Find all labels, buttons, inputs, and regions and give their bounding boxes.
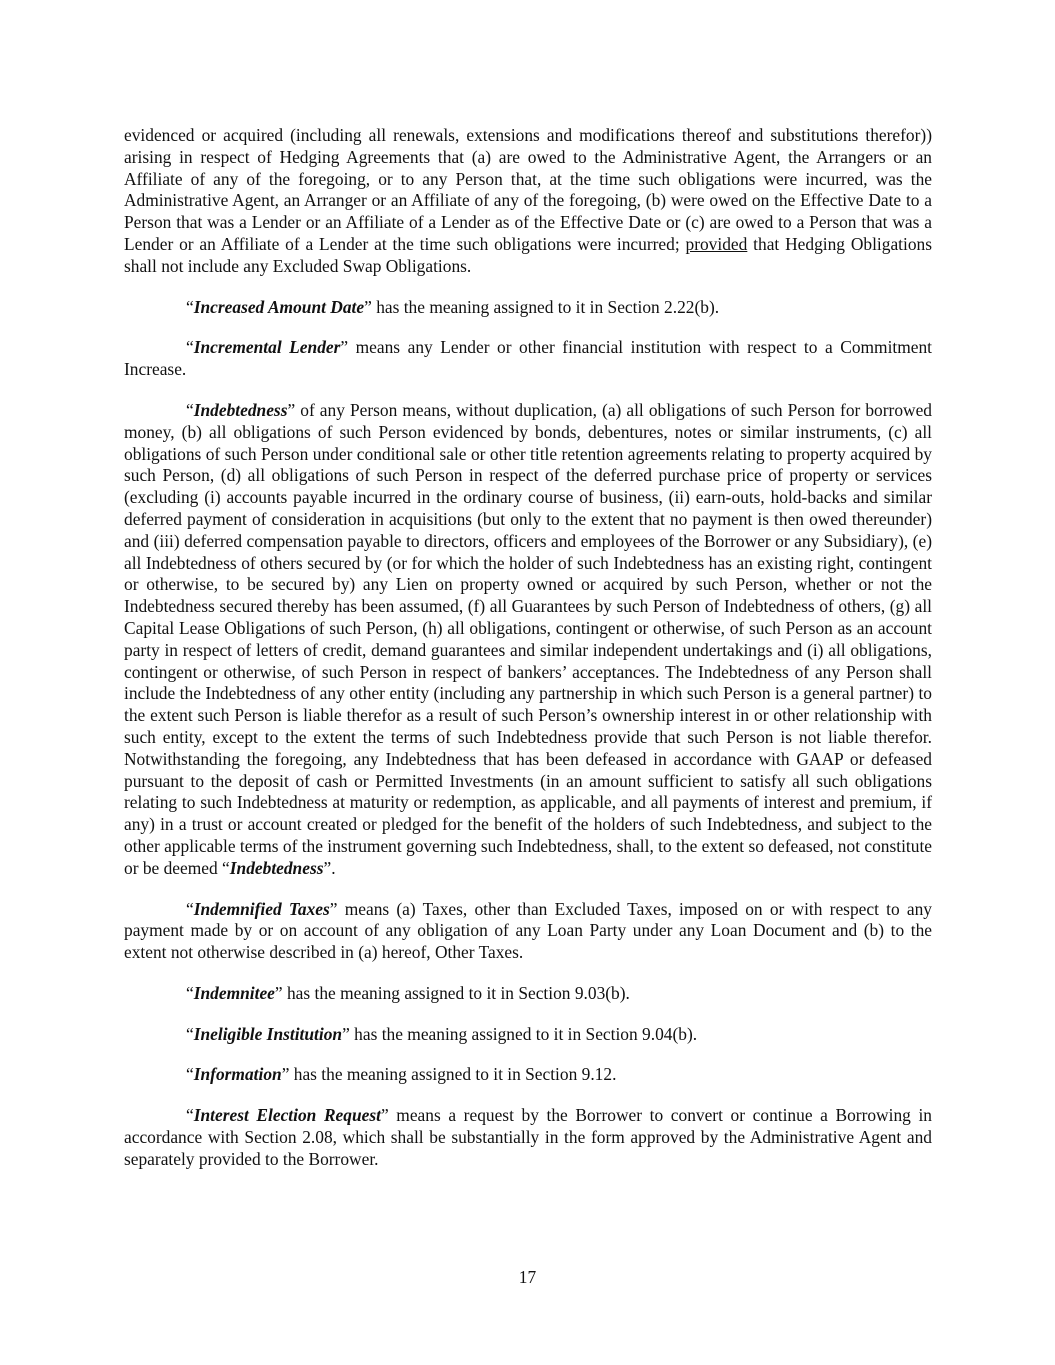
definition-text: means a request by the Borrower to convert or continue a Borrowing in accordance with Section 2.08, which shall be substantially in the form approved by the Administrative Agent and separately provided to the Borrower. <box>124 1105 932 1169</box>
definition-incremental-lender: “Incremental Lender” means any Lender or other financial institution with respect to a Commitment Increase. <box>124 337 933 380</box>
definition-text: has the meaning assigned to it in Section 9.12. <box>289 1064 617 1085</box>
hedging-text: evidenced or acquired (including all renewals, extensions and modifications thereof and substitutions therefor)) arising in respect of Hedging Agreements that (a) are owed to the Administrative Agent, the Arrangers or an Affiliate of any of the foregoing, or to any Person that, at the time such obligations were incurred, was the Administrative Agent, an Arranger or an Affiliate of any of the foregoing, (b) were owed on the Effective Date to a Person that was a Lender or an Affiliate of a Lender as of the Effective Date or (c) are owed to a Person that was a Lender or an Affiliate of a Lender at the time such obligations were incurred; <box>124 125 932 254</box>
definition-text: has the meaning assigned to it in Section 9.03(b). <box>282 982 630 1003</box>
defined-term-closing: Indebtedness <box>229 857 324 878</box>
provided-underlined: provided <box>685 233 748 254</box>
definition-text: of any Person means, without duplication, (a) all obligations of such Person for borrowed money, (b) all obligations of such Person evidenced by bonds, debentures, notes or similar instruments, (c) all obligations of such Person under conditional sale or other title retention agreements relating to property acquired by such Person, (d) all obligations of such Person in respect of the deferred purchase price of property or services (excluding (i) accounts payable incurred in the ordinary course of business, (ii) earn-outs, hold-backs and similar deferred payment of consideration in acquisitions (but only to the extent that no payment is then owed thereunder) and (iii) deferred compensation payable to directors, officers and employees of the Borrower or any Subsidiary), (e) all Indebtedness of others secured by (or for which the holder of such Indebtedness has an existing right, contingent or otherwise, to be secured by) any Lien on property owned or acquired by such Person, whether or not the Indebtedness secured thereby has been assumed, (f) all Guarantees by such Person of Indebtedness of others, (g) all Capital Lease Obligations of such Person, (h) all obligations, contingent or otherwise, of such Person as an account party in respect of letters of credit, demand guarantees and similar independent undertakings and (i) all obligations, contingent or otherwise, of such Person in respect of bankers’ acceptances. The Indebtedness of any Person shall include the Indebtedness of any other entity (including any partnership in which such Person is a general partner) to the extent such Person is liable therefor as a result of such Person’s ownership interest in or other relationship with such entity, except to the extent the terms of such Indebtedness provide that such Person is not liable therefor. Notwithstanding the foregoing, any Indebtedness that has been defeased in accordance with GAAP or defeased pursuant to the deposit of cash or Permitted Investments (in an amount sufficient to satisfy all such obligations relating to such Indebtedness at maturity or redemption, as applicable, and all payments of interest and premium, if any) in a trust or account created or pledged for the benefit of the holders of such Indebtedness, and subject to the other applicable terms of the instrument governing such Indebtedness, shall, to the extent so defeased, not constitute or be deemed <box>124 399 932 878</box>
definition-indemnitee: “Indemnitee” has the meaning assigned to it in Section 9.03(b). <box>186 982 630 1003</box>
definition-indemnified-taxes: “Indemnified Taxes” means (a) Taxes, other than Excluded Taxes, imposed on or with respect to any payment made by or on account of any obligation of any Loan Party under any Loan Document and (b) to the extent not otherwise described in (a) hereof, Other Taxes. <box>124 898 932 963</box>
definition-text: means (a) Taxes, other than Excluded Taxes, imposed on or with respect to any payment made by or on account of any obligation of any Loan Party under any Loan Document and (b) to the extent not otherwise described in (a) hereof, Other Taxes. <box>124 898 932 963</box>
definition-increased-amount-date: “Increased Amount Date” has the meaning assigned to it in Section 2.22(b). <box>186 296 720 317</box>
document-body <box>124 125 932 1190</box>
definition-interest-election-request: “Interest Election Request” means a request by the Borrower to convert or continue a Borrowing in accordance with Section 2.08, which shall be substantially in the form approved by the Administrative Agent and separately provided to the Borrower. <box>124 1105 932 1169</box>
definition-text: means any Lender or other financial institution with respect to a Commitment Increase. <box>124 337 933 380</box>
defined-term: Information <box>193 1064 282 1085</box>
definition-text: has the meaning assigned to it in Section 9.04(b). <box>349 1023 698 1044</box>
definition-information: “Information” has the meaning assigned to it in Section 9.12. <box>186 1064 617 1085</box>
hedging-obligations-continuation <box>124 125 932 278</box>
page-number: 17 <box>518 1267 537 1287</box>
hedging-text-after: that Hedging Obligations shall not include any Excluded Swap Obligations. <box>124 233 932 276</box>
defined-term: Incremental Lender <box>193 337 341 358</box>
defined-term: Indemnitee <box>193 982 275 1003</box>
defined-term: Ineligible Institution <box>193 1023 343 1044</box>
definition-text: has the meaning assigned to it in Section 2.22(b). <box>371 296 720 317</box>
definition-indebtedness: “Indebtedness” of any Person means, without duplication, (a) all obligations of such Person for borrowed money, (b) all obligations of such Person evidenced by bonds, debentures, notes or similar instruments, (c) all obligations of such Person under conditional sale or other title retention agreements relating to property acquired by such Person, (d) all obligations of such Person in respect of the deferred purchase price of property or services (excluding (i) accounts payable incurred in the ordinary course of business, (ii) earn-outs, hold-backs and similar deferred payment of consideration in acquisitions (but only to the extent that no payment is then owed thereunder) and (iii) deferred compensation payable to directors, officers and employees of the Borrower or any Subsidiary), (e) all Indebtedness of others secured by (or for which the holder of such Indebtedness has an existing right, contingent or otherwise, to be secured by) any Lien on property owned or acquired by such Person, whether or not the Indebtedness secured thereby has been assumed, (f) all Guarantees by such Person of Indebtedness of others, (g) all Capital Lease Obligations of such Person, (h) all obligations, contingent or otherwise, of such Person as an account party in respect of letters of credit, demand guarantees and similar independent undertakings and (i) all obligations, contingent or otherwise, of such Person in respect of bankers’ acceptances. The Indebtedness of any Person shall include the Indebtedness of any other entity (including any partnership in which such Person is a general partner) to the extent such Person is liable therefor as a result of such Person’s ownership interest in or other relationship with such entity, except to the extent the terms of such Indebtedness provide that such Person is not liable therefor. Notwithstanding the foregoing, any Indebtedness that has been defeased in accordance with GAAP or defeased pursuant to the deposit of cash or Permitted Investments (in an amount sufficient to satisfy all such obligations relating to such Indebtedness at maturity or redemption, as applicable, and all payments of interest and premium, if any) in a trust or account created or pledged for the benefit of the holders of such Indebtedness, and subject to the other applicable terms of the instrument governing such Indebtedness, shall, to the extent so defeased, not constitute or be deemed “Indebtedness”. <box>124 399 932 878</box>
defined-term: Interest Election Request <box>193 1105 381 1126</box>
defined-term: Indemnified Taxes <box>193 898 330 919</box>
defined-term: Indebtedness <box>193 399 288 420</box>
definition-ineligible-institution: “Ineligible Institution” has the meaning assigned to it in Section 9.04(b). <box>186 1023 698 1044</box>
defined-term: Increased Amount Date <box>193 296 365 317</box>
